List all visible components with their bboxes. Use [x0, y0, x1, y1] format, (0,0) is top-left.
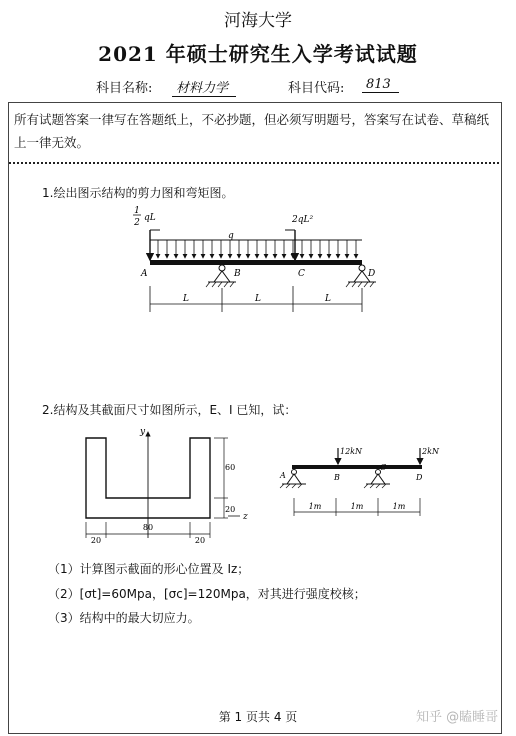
q2-label-b: B [334, 473, 340, 482]
q2-load-12kn: 12kN [340, 447, 363, 456]
exam-title: 2021 年硕士研究生入学考试试题 [98, 42, 418, 66]
q2-subquestion-2: （2）[σt]=60Mpa，[σc]=120Mpa，对其进行强度校核； [48, 587, 366, 601]
watermark: 知乎 @瞌睡哥 [416, 710, 499, 725]
q2-section-figure [0, 420, 260, 550]
q1-label-d: D [368, 269, 376, 279]
q1-right-load: 2qL² [292, 215, 314, 225]
section-w20-right: 20 [194, 536, 206, 545]
dotted-divider [9, 162, 499, 164]
q1-label-b: B [234, 269, 241, 279]
q1-span-1: L [183, 294, 189, 304]
q2-label-c: C [380, 463, 387, 472]
subject-label: 科目名称: [96, 81, 153, 96]
q1-left-load-den: 2 [134, 218, 140, 228]
question-1-text: 1.绘出图示结构的剪力图和弯矩图。 [42, 186, 234, 200]
university-name: 河海大学 [224, 11, 292, 31]
q2-dim-3: 1m [392, 502, 406, 511]
section-h20: 20 [225, 505, 236, 514]
q2-load-2kn: 2kN [422, 447, 439, 456]
code-label: 科目代码: [288, 81, 345, 96]
q2-beam-figure [270, 440, 460, 520]
q2-support-c [364, 470, 390, 489]
q1-label-a: A [141, 269, 148, 279]
q1-label-c: C [298, 269, 305, 279]
code-value: 813 [362, 77, 399, 93]
q1-distributed-load [158, 240, 356, 258]
q1-beam-figure [0, 200, 516, 320]
section-w80: 80 [142, 523, 154, 532]
q1-support-b [206, 265, 236, 287]
page-footer: 第 1 页共 4 页 [218, 710, 298, 724]
q1-span-3: L [325, 294, 331, 304]
q2-label-a: A [280, 471, 286, 480]
q1-span-2: L [255, 294, 261, 304]
section-h60: 60 [225, 463, 236, 472]
q2-subquestion-1: （1）计算图示截面的形心位置及 Iz； [48, 562, 250, 576]
exam-notice: 所有试题答案一律写在答题纸上，不必抄题，但必须写明题号，答案写在试卷、草稿纸上一律无效。 [14, 112, 490, 150]
section-z-axis: z [243, 512, 248, 522]
subject-value: 材料力学 [172, 77, 236, 97]
q1-q-label: q [228, 231, 234, 241]
q2-label-d: D [416, 473, 423, 482]
section-w20-left: 20 [90, 536, 102, 545]
q2-dim-1: 1m [308, 502, 322, 511]
question-2-text: 2.结构及其截面尺寸如图所示，E、I 已知，试： [42, 403, 297, 417]
q2-subquestion-3: （3）结构中的最大切应力。 [48, 611, 200, 625]
q1-left-load-unit: qL [144, 213, 156, 223]
q1-left-load-num: 1 [134, 206, 140, 216]
section-y-axis: y [140, 427, 146, 437]
q2-dim-2: 1m [350, 502, 364, 511]
